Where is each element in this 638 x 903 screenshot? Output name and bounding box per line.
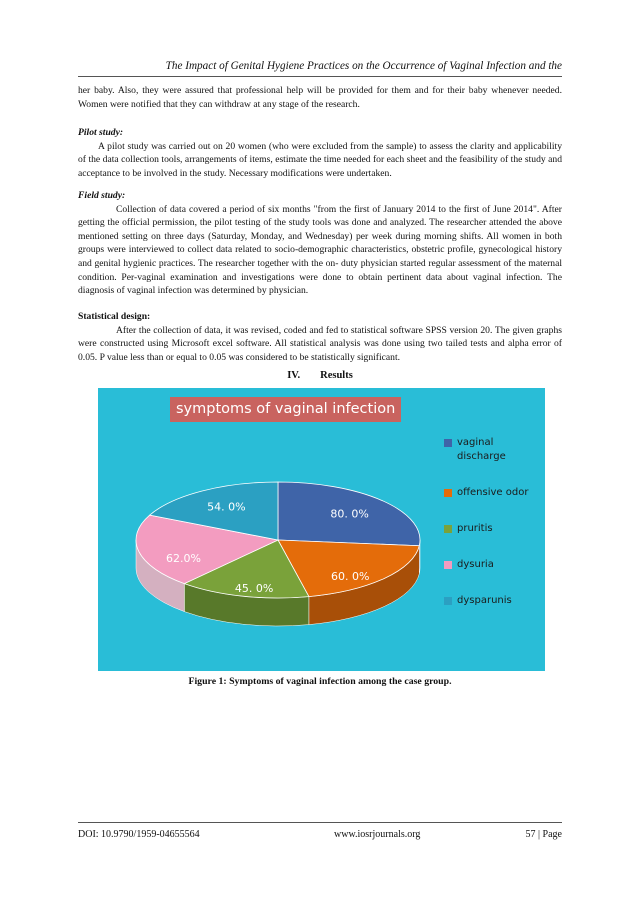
legend-label: dysuria [457, 559, 494, 570]
legend-item [444, 486, 544, 500]
legend-item [444, 436, 544, 464]
running-header: The Impact of Genital Hygiene Practices on the Occurrence of Vaginal Infection and the [78, 60, 562, 77]
pilot-study-section [78, 126, 562, 180]
legend-swatch [444, 561, 452, 569]
pilot-study-text: A pilot study was carried out on 20 women (who were excluded from the sample) to assess the clarity and applicability of the data collection tools, arrangements of items, estimate the time needed for each sheet and the feasibility of the study and acceptance to be involved in the study. Necessary modifications were undertaken. [78, 140, 562, 179]
section-title: Results [320, 370, 353, 381]
pie-data-label: 80. 0% [330, 507, 369, 521]
figure-caption: Figure 1: Symptoms of vaginal infection among the case group. [188, 676, 452, 687]
statistical-design-section [78, 310, 562, 364]
pilot-study-heading: Pilot study: [78, 127, 124, 138]
intro-text: her baby. Also, they were assured that professional help will be provided for them and for their baby whenever needed. Women were notified that they can withdraw at any stage of the research. [78, 85, 562, 110]
field-study-text: Collection of data covered a period of six months "from the first of January 2014 to the first of June 2014". After getting the official permission, the pilot testing of the study tools was done and analyzed. The researcher attended the above mentioned setting on three days (Saturday, Monday, and Wednesday) per week during morning shifts. All women in both groups were interviewed to collect data related to socio-demographic characteristics, obstetric profile, gynecological history and genital hygienic practices. The researcher together with the on- duty physician started regular assessment of the maternal condition. Per-vaginal examination and investigations were done to obtain pertinent data about vaginal infection. The diagnosis of vaginal infection was determined by physician. [78, 203, 562, 297]
pie-chart-figure [98, 388, 545, 671]
legend-swatch [444, 439, 452, 447]
legend-item [444, 522, 544, 536]
legend-swatch [444, 489, 452, 497]
legend-label: vaginal discharge [457, 437, 506, 462]
pie-data-label: 60. 0% [331, 570, 370, 584]
legend-swatch [444, 525, 452, 533]
legend-label: dysparunis [457, 595, 512, 606]
intro-paragraph [78, 84, 562, 111]
legend-label: pruritis [457, 523, 493, 534]
chart-legend [444, 436, 544, 630]
results-section-heading [78, 370, 562, 381]
legend-swatch [444, 597, 452, 605]
pie-data-label: 62.0% [165, 551, 201, 565]
statistical-design-heading: Statistical design: [78, 311, 151, 322]
section-number: IV. [287, 370, 301, 381]
footer-website: www.iosrjournals.org [334, 829, 421, 840]
legend-item [444, 558, 544, 572]
pie-top [136, 482, 420, 598]
footer-page-number: 57 | Page [525, 829, 562, 840]
pie-data-label: 54. 0% [207, 500, 246, 514]
legend-label: offensive odor [457, 487, 529, 498]
statistical-design-text: After the collection of data, it was revised, coded and fed to statistical software SPSS version 20. The given graphs were constructed using Microsoft excel software. All statistical analysis was done using two tailed tests and alpha error of 0.05. P value less than or equal to 0.05 was considered to be statistically significant. [78, 324, 562, 363]
field-study-heading: Field study: [78, 190, 126, 201]
legend-item [444, 594, 544, 608]
chart-title: symptoms of vaginal infection [170, 397, 401, 422]
field-study-section [78, 189, 562, 298]
pie-data-label: 45. 0% [234, 582, 274, 596]
page-footer [78, 822, 562, 840]
footer-doi: DOI: 10.9790/1959-04655564 [78, 829, 200, 840]
